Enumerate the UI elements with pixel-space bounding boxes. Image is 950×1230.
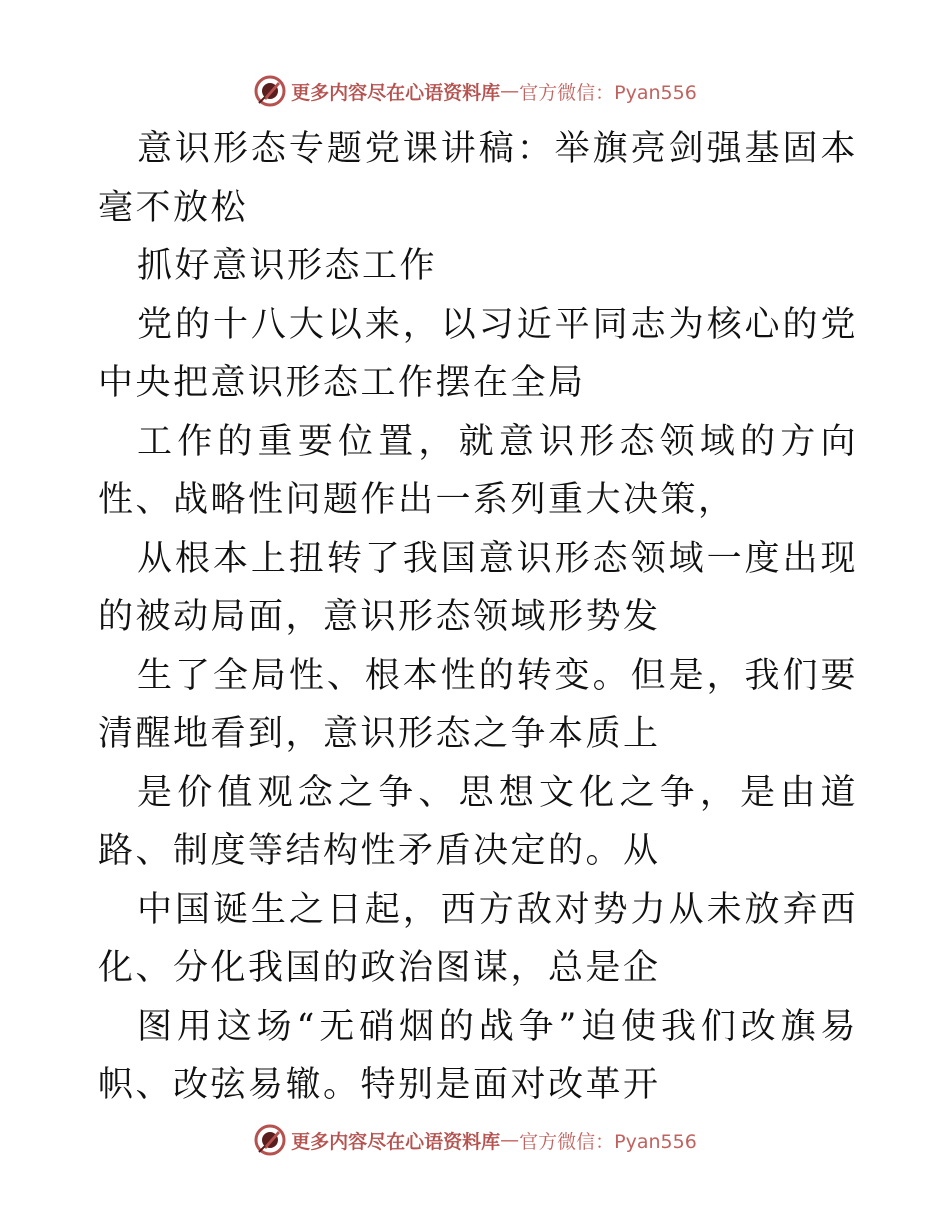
document-subtitle: 抓好意识形态工作: [137, 246, 438, 286]
banner-wechat: 官方微信：Pyan556: [519, 81, 697, 104]
banner-wechat: 官方微信：Pyan556: [519, 1130, 697, 1153]
body-paragraph: 党的十八大以来，以习近平同志为核心的党中央把意识形态工作摆在全局: [98, 304, 858, 403]
document-body: [98, 120, 858, 1115]
banner-dash: —: [500, 80, 520, 102]
banner-title: 更多内容尽在心语资料库: [291, 81, 501, 104]
body-paragraph: 从根本上扭转了我国意识形态领域一度出现的被动局面，意识形态领域形势发: [98, 538, 858, 637]
header-banner: [0, 71, 950, 111]
body-paragraph: 是价值观念之争、思想文化之争，是由道路、制度等结构性矛盾决定的。从: [98, 772, 858, 871]
quill-logo-icon: [253, 1123, 287, 1157]
document-title: 意识形态专题党课讲稿：举旗亮剑强基固本毫不放松: [98, 129, 858, 228]
banner-title: 更多内容尽在心语资料库: [291, 1130, 501, 1153]
banner-dash: —: [500, 1129, 520, 1151]
body-paragraph: 生了全局性、根本性的转变。但是，我们要清醒地看到，意识形态之争本质上: [98, 655, 858, 754]
quill-logo-icon: [253, 74, 287, 108]
footer-banner: [0, 1120, 950, 1160]
body-paragraph: 工作的重要位置，就意识形态领域的方向性、战略性问题作出一系列重大决策，: [98, 421, 858, 520]
body-paragraph: 图用这场“无硝烟的战争”迫使我们改旗易帜、改弦易辙。特别是面对改革开: [98, 1006, 858, 1105]
body-paragraph: 中国诞生之日起，西方敌对势力从未放弃西化、分化我国的政治图谋，总是企: [98, 889, 858, 988]
